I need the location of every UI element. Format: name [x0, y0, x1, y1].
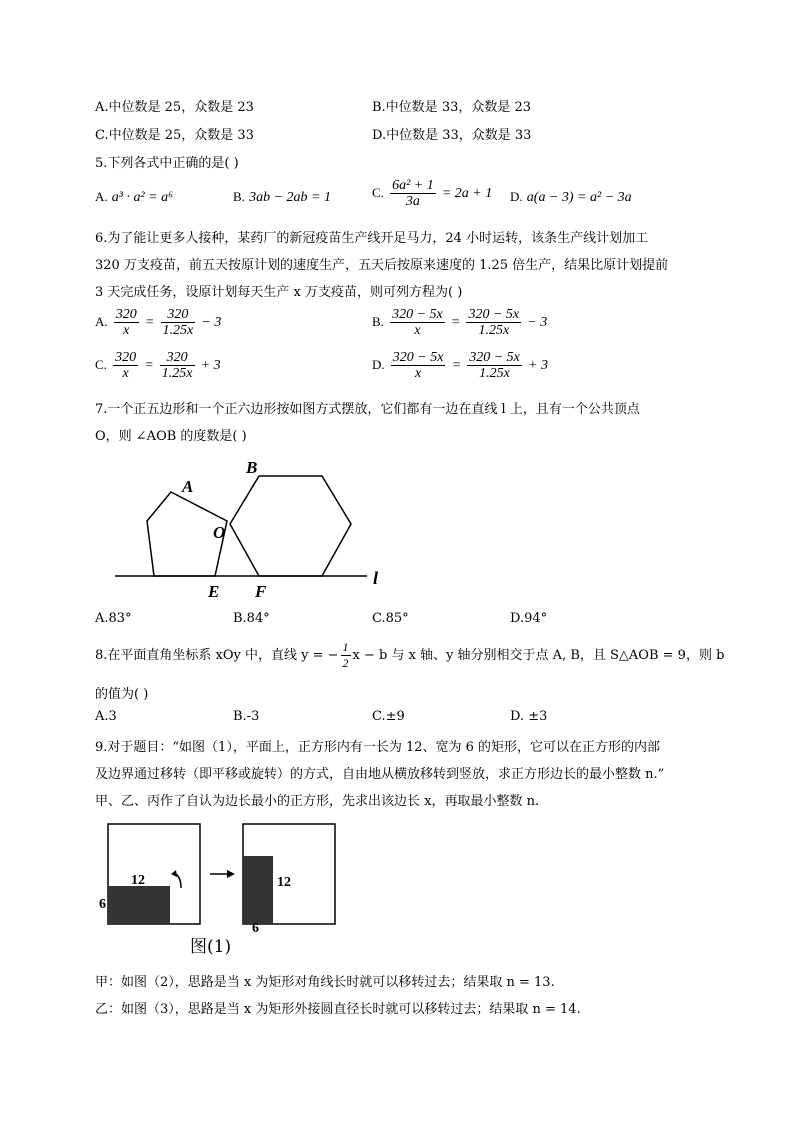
- q6-d-den2: 1.25x: [479, 366, 510, 381]
- q8-option-d: D. ±3: [510, 709, 548, 724]
- q8-option-b: B.-3: [233, 709, 260, 724]
- q5-b-label: B.: [233, 189, 245, 204]
- q6-d-num2: 320 − 5x: [469, 350, 520, 365]
- q6-line3: 3 天完成任务，设原计划每天生产 x 万支疫苗，则可列方程为( ): [95, 285, 463, 300]
- q8-line1-pre: 8.在平面直角坐标系 xOy 中，直线 y = −: [95, 648, 339, 663]
- q7-line1: 7.一个正五边形和一个正六边形按如图方式摆放，它们都有一边在直线 l 上，且有一个公共顶点: [95, 402, 640, 417]
- q4-option-a: A.中位数是 25，众数是 23: [95, 100, 254, 115]
- label-12-left: 12: [131, 873, 145, 888]
- q6-b-den2: 1.25x: [478, 323, 510, 338]
- q6-option-c: C. $\frac{320}{x}$ = $\frac{320}{1.25x}$ + 3: [95, 350, 221, 381]
- label-12-right: 12: [277, 875, 291, 890]
- rect-horizontal: [108, 886, 170, 924]
- q8-frac-den: 2: [342, 656, 349, 670]
- q5-b-expr: 3ab − 2ab = 1: [249, 190, 331, 205]
- q6-option-b: B. $\frac{320 - 5x}{x}$ = $\frac{320 - 5x}{1.25x}$ − 3: [372, 307, 548, 338]
- q5-option-d: [510, 189, 632, 206]
- q7-option-c: C.85°: [372, 611, 409, 626]
- q6-option-d: D. $\frac{320 - 5x}{x}$ = $\frac{320 - 5x}{1.25x}$ + 3: [372, 350, 548, 381]
- q6-d-num1: 320 − 5x: [392, 350, 444, 365]
- q6-c-tail: + 3: [200, 358, 221, 373]
- q9-figure-1: [95, 818, 355, 958]
- q6-line1: 6.为了能让更多人接种，某药厂的新冠疫苗生产线开足马力，24 小时运转，该条生产线计划加工: [95, 231, 649, 246]
- q6-b-label: B.: [372, 314, 384, 329]
- q9-line1: 9.对于题目：“如图（1），平面上，正方形内有一长为 12、宽为 6 的矩形，它可以在正方形的内部: [95, 740, 661, 755]
- q7-line2: O，则 ∠AOB 的度数是( ): [95, 429, 247, 444]
- q6-b-num2: 320 − 5x: [468, 307, 520, 322]
- q5-option-c: [372, 178, 492, 209]
- q4-option-b: B.中位数是 33，众数是 23: [372, 100, 532, 115]
- q6-b-num1: 320 − 5x: [392, 307, 443, 322]
- q6-a-den2: 1.25x: [162, 323, 194, 338]
- rect-vertical: [243, 856, 273, 924]
- q5-option-b: [233, 189, 331, 206]
- q8-option-c: C.±9: [372, 709, 405, 724]
- q5-option-a: [95, 189, 173, 206]
- hexagon: [230, 476, 351, 576]
- label-a: A: [182, 477, 194, 496]
- q5-d-label: D.: [510, 189, 523, 204]
- q5-c-label: C.: [372, 185, 384, 200]
- rotate-arrowhead-icon: [171, 870, 177, 877]
- q8-line2: 的值为( ): [95, 687, 149, 702]
- label-6-left: 6: [99, 897, 106, 912]
- q9-line2: 及边界通过移转（即平移或旋转）的方式，自由地从横放移转到竖放，求正方形边长的最小整数 n.”: [95, 767, 665, 782]
- q7-option-d: D.94°: [510, 611, 548, 626]
- figure-caption: 图(1): [190, 937, 232, 957]
- q8-line1-post: x − b 与 x 轴、y 轴分别相交于点 A, B，且 S△AOB = 9，则 b: [352, 648, 725, 663]
- q4-option-d: D.中位数是 33，众数是 33: [372, 128, 532, 143]
- label-l: l: [373, 568, 379, 588]
- arrowhead-right-icon: [227, 870, 235, 878]
- q7-figure-pentagon-hexagon: [105, 452, 405, 600]
- q9-yi: 乙：如图（3），思路是当 x 为矩形外接圆直径长时就可以移转过去；结果取 n = 14.: [95, 1002, 581, 1017]
- q6-c-num2: 320: [160, 350, 195, 366]
- q5-c-denominator: 3a: [405, 194, 420, 209]
- q4-option-c: C.中位数是 25，众数是 33: [95, 128, 254, 143]
- q6-a-label: A.: [95, 314, 108, 329]
- label-b: B: [246, 458, 258, 477]
- q6-b-tail: − 3: [527, 315, 548, 330]
- q7-option-b: B.84°: [233, 611, 270, 626]
- q8-option-a: A.3: [95, 709, 117, 724]
- q5-d-expr: a(a − 3) = a² − 3a: [526, 190, 632, 205]
- q6-a-den1: x: [123, 323, 130, 338]
- label-e: E: [208, 582, 220, 600]
- q6-c-den2: 1.25x: [161, 366, 193, 381]
- q9-line3: 甲、乙、丙作了自认为边长最小的正方形，先求出该边长 x，再取最小整数 n.: [95, 794, 540, 809]
- q5-stem: 5.下列各式中正确的是( ): [95, 156, 239, 171]
- q5-c-numerator: 6a² + 1: [392, 178, 434, 193]
- q6-a-num1: 320: [115, 307, 137, 322]
- q7-option-a: A.83°: [95, 611, 132, 626]
- q8-line1: [95, 640, 724, 671]
- q6-d-tail: + 3: [528, 358, 548, 373]
- q5-a-label: A.: [95, 189, 108, 204]
- q6-c-den1: x: [122, 366, 129, 381]
- label-f: F: [255, 582, 267, 600]
- label-o: O: [213, 523, 226, 542]
- q6-a-tail: − 3: [201, 315, 222, 330]
- q5-a-expr: a³ · a² = a⁶: [111, 190, 173, 205]
- q6-d-den1: x: [415, 366, 422, 381]
- q5-c-rest: = 2a + 1: [441, 186, 493, 201]
- q9-jia: 甲：如图（2），思路是当 x 为矩形对角线长时就可以移转过去；结果取 n = 13.: [95, 975, 555, 990]
- q6-c-num1: 320: [115, 350, 137, 365]
- q6-c-label: C.: [95, 357, 107, 372]
- q6-line2: 320 万支疫苗，前五天按原计划的速度生产，五天后按原来速度的 1.25 倍生产，结果比原计划提前: [95, 258, 669, 273]
- label-6-right: 6: [252, 921, 259, 936]
- q6-a-num2: 320: [161, 307, 196, 323]
- q6-d-label: D.: [372, 357, 385, 372]
- q6-option-a: A. $\frac{320}{x}$ = $\frac{320}{1.25x}$ − 3: [95, 307, 222, 338]
- q6-b-den1: x: [414, 323, 421, 338]
- q8-frac-num: 1: [342, 640, 349, 654]
